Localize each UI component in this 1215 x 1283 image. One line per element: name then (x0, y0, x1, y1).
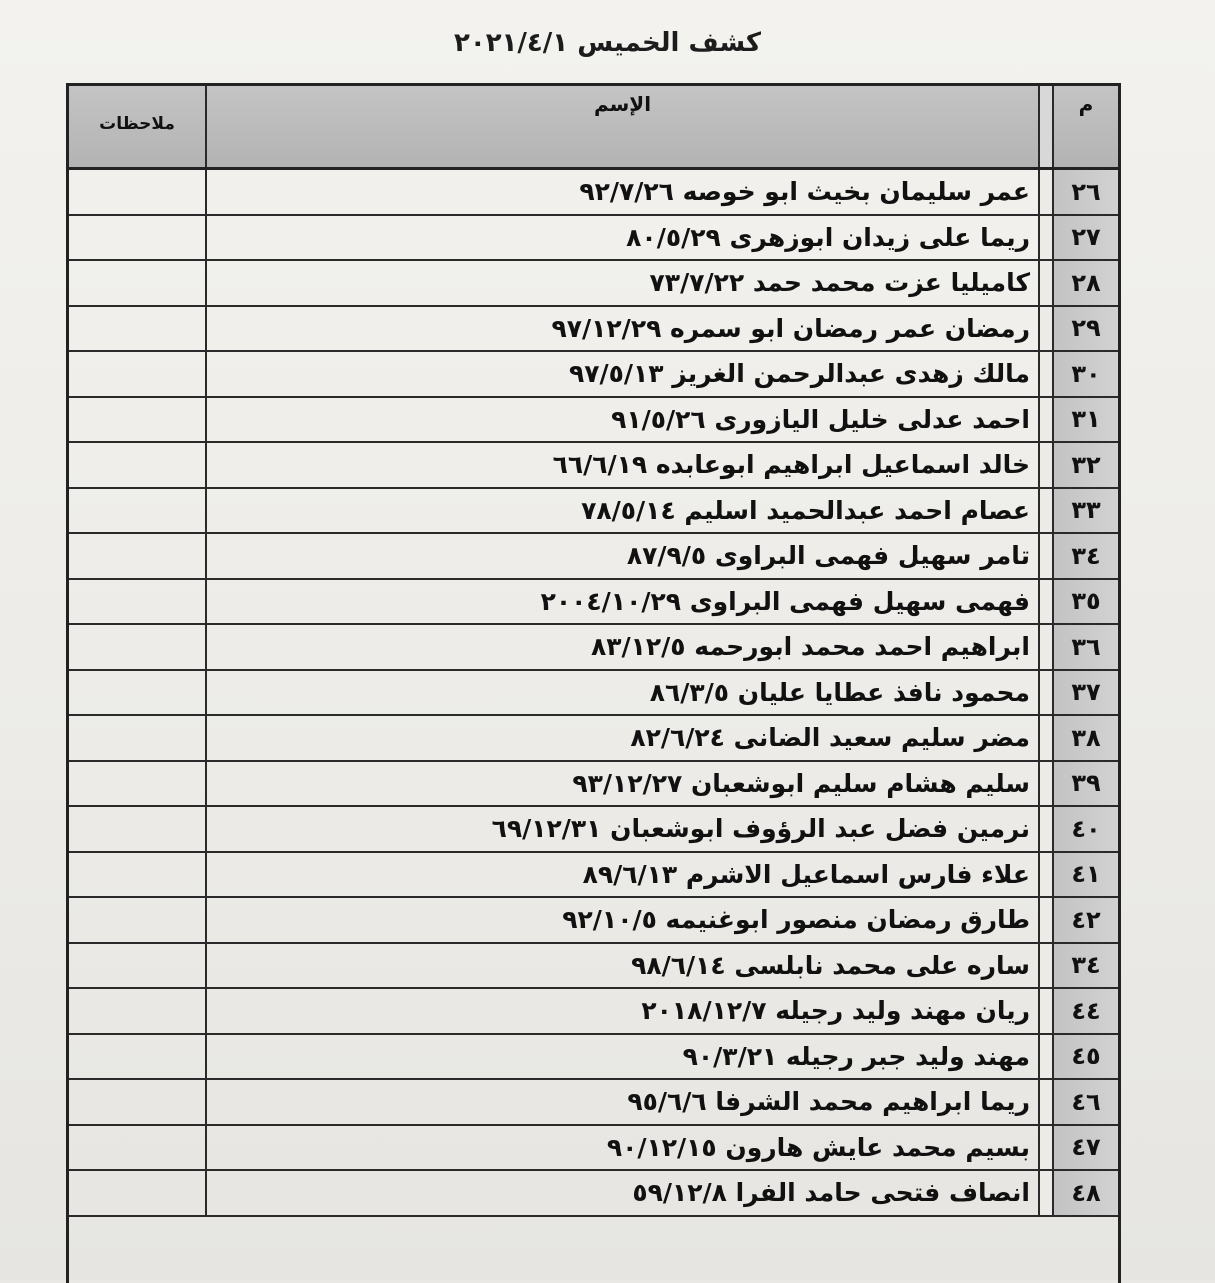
row-notes (69, 489, 205, 533)
table-row (69, 580, 1118, 626)
row-name: فهمى سهيل فهمى البراوى ٢٠٠٤/١٠/٢٩ (205, 580, 1038, 624)
row-notes (69, 216, 205, 260)
row-notes (69, 352, 205, 396)
table-row (69, 534, 1118, 580)
row-spacer (1038, 898, 1052, 942)
row-notes (69, 1126, 205, 1170)
row-notes (69, 989, 205, 1033)
table-row (69, 1171, 1118, 1217)
row-name: عصام احمد عبدالحميد اسليم ٧٨/٥/١٤ (205, 489, 1038, 533)
row-name: ساره على محمد نابلسى ٩٨/٦/١٤ (205, 944, 1038, 988)
row-number: ٤٦ (1052, 1080, 1118, 1124)
row-notes (69, 625, 205, 669)
row-spacer (1038, 216, 1052, 260)
table-row (69, 216, 1118, 262)
row-number: ٣٤ (1052, 944, 1118, 988)
table-row (69, 1035, 1118, 1081)
row-number: ٢٩ (1052, 307, 1118, 351)
row-number: ٣١ (1052, 398, 1118, 442)
header-spacer (1038, 86, 1052, 167)
table-row (69, 352, 1118, 398)
table-row (69, 944, 1118, 990)
row-name: احمد عدلى خليل اليازورى ٩١/٥/٢٦ (205, 398, 1038, 442)
row-spacer (1038, 261, 1052, 305)
row-spacer (1038, 489, 1052, 533)
row-number: ٤٥ (1052, 1035, 1118, 1079)
table-row (69, 762, 1118, 808)
row-name: ابراهيم احمد محمد ابورحمه ٨٣/١٢/٥ (205, 625, 1038, 669)
row-spacer (1038, 352, 1052, 396)
table-row (69, 716, 1118, 762)
table-row (69, 898, 1118, 944)
row-spacer (1038, 443, 1052, 487)
row-notes (69, 898, 205, 942)
row-number: ٢٨ (1052, 261, 1118, 305)
row-name: مهند وليد جبر رجيله ٩٠/٣/٢١ (205, 1035, 1038, 1079)
row-spacer (1038, 625, 1052, 669)
row-notes (69, 762, 205, 806)
table-row (69, 1080, 1118, 1126)
row-name: طارق رمضان منصور ابوغنيمه ٩٢/١٠/٥ (205, 898, 1038, 942)
row-number: ٣٧ (1052, 671, 1118, 715)
table-row (69, 443, 1118, 489)
row-name: ريان مهند وليد رجيله ٢٠١٨/١٢/٧ (205, 989, 1038, 1033)
row-name: مالك زهدى عبدالرحمن الغريز ٩٧/٥/١٣ (205, 352, 1038, 396)
row-spacer (1038, 307, 1052, 351)
row-spacer (1038, 762, 1052, 806)
row-notes (69, 170, 205, 214)
row-notes (69, 716, 205, 760)
row-spacer (1038, 853, 1052, 897)
table-row (69, 307, 1118, 353)
row-number: ٤٠ (1052, 807, 1118, 851)
row-name: عمر سليمان بخيث ابو خوصه ٩٢/٧/٢٦ (205, 170, 1038, 214)
row-spacer (1038, 1035, 1052, 1079)
row-notes (69, 1080, 205, 1124)
row-number: ٣٨ (1052, 716, 1118, 760)
table-row (69, 853, 1118, 899)
row-notes (69, 580, 205, 624)
row-spacer (1038, 716, 1052, 760)
row-name: علاء فارس اسماعيل الاشرم ٨٩/٦/١٣ (205, 853, 1038, 897)
header-name: الإسم (205, 86, 1038, 167)
row-notes (69, 398, 205, 442)
row-spacer (1038, 170, 1052, 214)
table-row (69, 261, 1118, 307)
row-notes (69, 443, 205, 487)
row-spacer (1038, 1171, 1052, 1215)
row-spacer (1038, 534, 1052, 578)
table-row (69, 170, 1118, 216)
table-row (69, 398, 1118, 444)
row-number: ٢٦ (1052, 170, 1118, 214)
row-spacer (1038, 989, 1052, 1033)
row-name: انصاف فتحى حامد الفرا ٥٩/١٢/٨ (205, 1171, 1038, 1215)
row-notes (69, 1035, 205, 1079)
row-number: ٢٧ (1052, 216, 1118, 260)
table-row (69, 1126, 1118, 1172)
row-name: كاميليا عزت محمد حمد ٧٣/٧/٢٢ (205, 261, 1038, 305)
row-name: تامر سهيل فهمى البراوى ٨٧/٩/٥ (205, 534, 1038, 578)
row-name: رمضان عمر رمضان ابو سمره ٩٧/١٢/٢٩ (205, 307, 1038, 351)
row-number: ٤٧ (1052, 1126, 1118, 1170)
row-name: ريما على زيدان ابوزهرى ٨٠/٥/٢٩ (205, 216, 1038, 260)
row-spacer (1038, 944, 1052, 988)
table-header (69, 86, 1118, 170)
row-notes (69, 261, 205, 305)
row-spacer (1038, 1080, 1052, 1124)
row-number: ٣٩ (1052, 762, 1118, 806)
row-notes (69, 807, 205, 851)
row-notes (69, 671, 205, 715)
table-row (69, 671, 1118, 717)
row-number: ٤٨ (1052, 1171, 1118, 1215)
header-notes: ملاحظات (99, 114, 175, 134)
row-number: ٤٢ (1052, 898, 1118, 942)
row-number: ٣٢ (1052, 443, 1118, 487)
row-notes (69, 944, 205, 988)
row-name: بسيم محمد عايش هارون ٩٠/١٢/١٥ (205, 1126, 1038, 1170)
row-notes (69, 534, 205, 578)
table-body (69, 170, 1118, 1217)
table-row (69, 807, 1118, 853)
row-spacer (1038, 1126, 1052, 1170)
table-row (69, 489, 1118, 535)
row-number: ٤١ (1052, 853, 1118, 897)
row-number: ٤٤ (1052, 989, 1118, 1033)
table-row (69, 989, 1118, 1035)
row-name: ريما ابراهيم محمد الشرفا ٩٥/٦/٦ (205, 1080, 1038, 1124)
row-spacer (1038, 398, 1052, 442)
row-number: ٣٤ (1052, 534, 1118, 578)
table-row (69, 625, 1118, 671)
row-name: سليم هشام سليم ابوشعبان ٩٣/١٢/٢٧ (205, 762, 1038, 806)
row-number: ٣٦ (1052, 625, 1118, 669)
page-title: كشف الخميس ٢٠٢١/٤/١ (453, 28, 762, 58)
row-notes (69, 1171, 205, 1215)
row-name: محمود نافذ عطايا عليان ٨٦/٣/٥ (205, 671, 1038, 715)
row-notes (69, 307, 205, 351)
row-number: ٣٥ (1052, 580, 1118, 624)
row-name: خالد اسماعيل ابراهيم ابوعابده ٦٦/٦/١٩ (205, 443, 1038, 487)
attendance-table (66, 83, 1121, 1283)
row-spacer (1038, 807, 1052, 851)
row-name: نرمين فضل عبد الرؤوف ابوشعبان ٦٩/١٢/٣١ (205, 807, 1038, 851)
row-name: مضر سليم سعيد الضانى ٨٢/٦/٢٤ (205, 716, 1038, 760)
row-spacer (1038, 580, 1052, 624)
row-spacer (1038, 671, 1052, 715)
row-notes (69, 853, 205, 897)
header-number: م (1052, 86, 1118, 167)
row-number: ٣٣ (1052, 489, 1118, 533)
row-number: ٣٠ (1052, 352, 1118, 396)
